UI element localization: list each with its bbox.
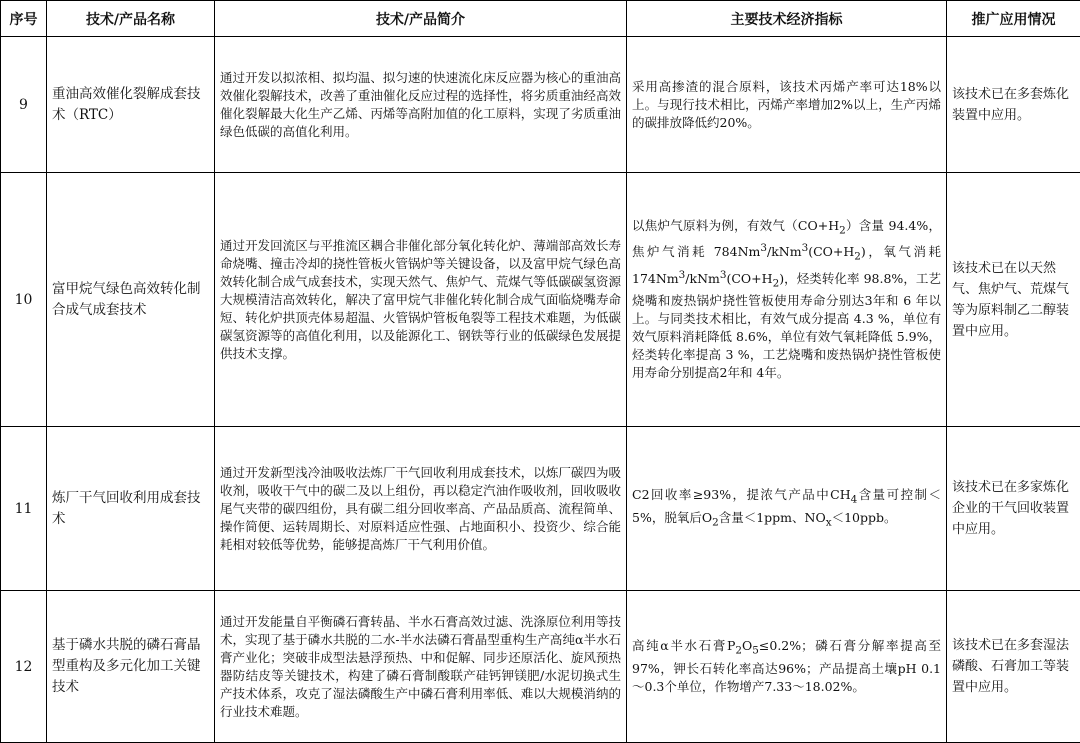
table-row (1, 37, 1080, 173)
row-intro: 通过开发回流区与平推流区耦合非催化部分氧化转化炉、薄端部高效长寿命烧嘴、撞击冷却的挠性管板火管锅炉等关键设备，以及富甲烷气绿色高效转化制合成气成套技术，实现天然气、焦炉气、荒煤气等低碳碳氢资源大规模清洁高效转化，解决了富甲烷气非催化转化制合成气面临烧嘴寿命短、转化炉拱顶壳体易超温、火管锅炉管板龟裂等工程技术难题，为低碳碳氢资源等的高值化利用，以及能源化工、钢铁等行业的低碳绿色发展提供技术支撑。 (215, 173, 627, 427)
header-intro: 技术/产品简介 (215, 1, 627, 37)
header-promotion: 推广应用情况 (947, 1, 1080, 37)
row-seq: 9 (1, 37, 47, 173)
row-name: 基于磷水共脱的磷石膏晶型重构及多元化加工关键技术 (47, 591, 215, 743)
row-promotion: 该技术已在多家炼化企业的干气回收装置中应用。 (947, 427, 1080, 591)
row-seq: 10 (1, 173, 47, 427)
header-indicators: 主要技术经济指标 (627, 1, 947, 37)
row-promotion: 该技术已在以天然气、焦炉气、荒煤气等为原料制乙二醇装置中应用。 (947, 173, 1080, 427)
row-name: 重油高效催化裂解成套技术（RTC） (47, 37, 215, 173)
row-indicators: 以焦炉气原料为例，有效气$(CO+H_2)$含量 94.4%，焦炉气消耗 $784Nm^3/kNm^3(CO+H_2)$，氧气消耗 $174Nm^3/kNm^3(CO+H_2)$，烃类转化率 98.8%，工艺烧嘴和废热锅炉挠性管板使用寿命分别达3年和 6 年以上。与同类技术相比，有效气成分提高 4.3 %，单位有效气原料消耗降低 8.6%，单位有效气氧耗降低 5.9%，烃类转化率提高 3 %，工艺烧嘴和废热锅炉挠性管板使用寿命分别提高2年和 4年。 (627, 173, 947, 427)
row-indicators: 采用高掺渣的混合原料，该技术丙烯产率可达18%以上。与现行技术相比，丙烯产率增加2%以上，生产丙烯的碳排放降低约20%。 (627, 37, 947, 173)
table-row (1, 427, 1080, 591)
row-intro: 通过开发新型浅冷油吸收法炼厂干气回收利用成套技术，以炼厂碳四为吸收剂，吸收干气中的碳二及以上组份，再以稳定汽油作吸收剂，回收吸收尾气夹带的碳四组份，具有碳二组分回收率高、产品品质高、流程简单、操作简便、运转周期长、对原料适应性强、占地面积小、投资少、综合能耗相对较低等优势，能够提高炼厂干气利用价值。 (215, 427, 627, 591)
header-seq: 序号 (1, 1, 47, 37)
header-name: 技术/产品名称 (47, 1, 215, 37)
row-seq: 12 (1, 591, 47, 743)
row-intro: 通过开发以拟浓相、拟均温、拟匀速的快速流化床反应器为核心的重油高效催化裂解技术，改善了重油催化反应过程的选择性，将劣质重油经高效催化裂解最大化生产乙烯、丙烯等高附加值的化工原料，实现了劣质重油绿色低碳的高值化利用。 (215, 37, 627, 173)
table-row (1, 591, 1080, 743)
header-row (1, 1, 1080, 37)
row-indicators: C2回收率≥93%，提浓气产品中$CH_4$含量可控制＜5%，脱氧后$O_2$含量＜1ppm、$NO_x<10ppb$。 (627, 427, 947, 591)
row-seq: 11 (1, 427, 47, 591)
row-intro: 通过开发能量自平衡磷石膏转晶、半水石膏高效过滤、洗涤原位利用等技术，实现了基于磷水共脱的二水-半水法磷石膏晶型重构生产高纯α半水石膏产业化；突破非成型法悬浮预热、中和促解、同步还原活化、旋风预热器防结皮等关键技术，构建了磷石膏制酸联产硅钙钾镁肥/水泥切换式生产技术体系，攻克了湿法磷酸生产中磷石膏利用率低、难以大规模消纳的行业技术难题。 (215, 591, 627, 743)
row-promotion: 该技术已在多套湿法磷酸、石膏加工等装置中应用。 (947, 591, 1080, 743)
row-indicators: 高纯α半水石膏$P_2O_5\le 0.2\%$；磷石膏分解率提高至97%，钾长石转化率高达96%；产品提高土壤pH 0.1～0.3个单位，作物增产7.33～18.02%。 (627, 591, 947, 743)
row-promotion: 该技术已在多套炼化装置中应用。 (947, 37, 1080, 173)
row-name: 富甲烷气绿色高效转化制合成气成套技术 (47, 173, 215, 427)
table-row (1, 173, 1080, 427)
row-name: 炼厂干气回收利用成套技术 (47, 427, 215, 591)
